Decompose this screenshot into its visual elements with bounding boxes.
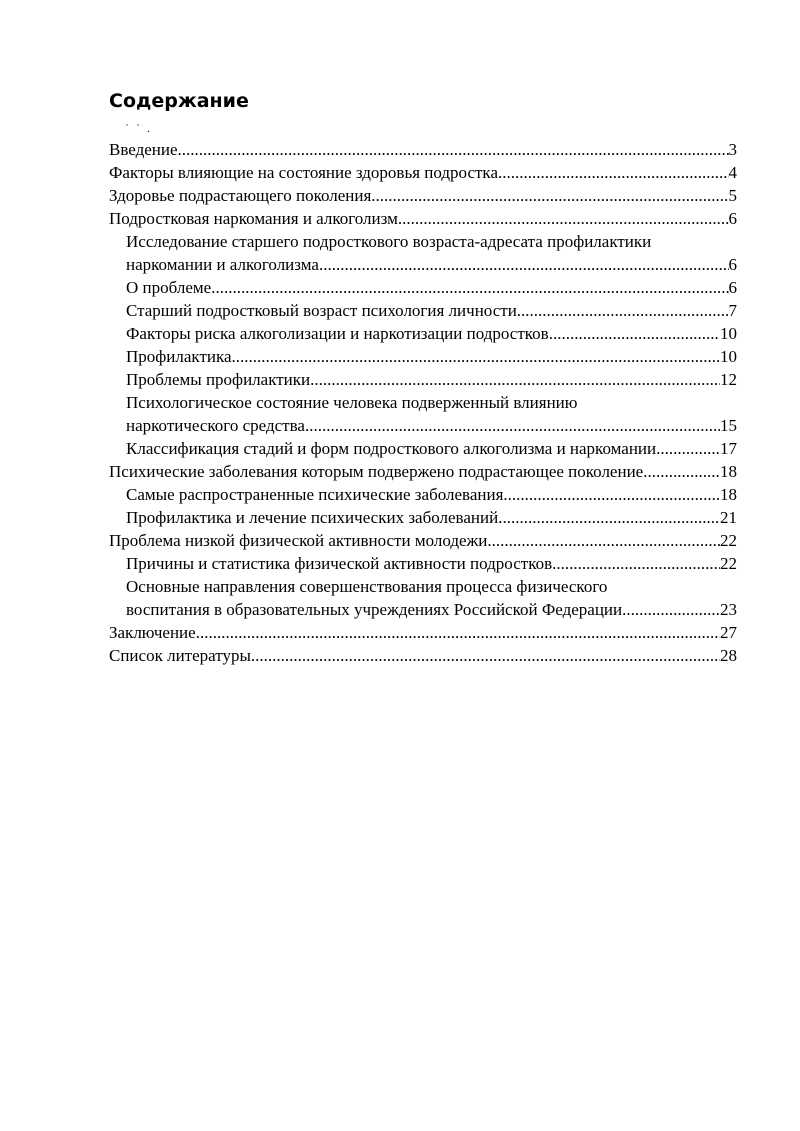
toc-entry-text: Проблемы профилактики [126,370,311,389]
toc-entry[interactable] [109,483,737,506]
toc-leader [498,161,729,184]
toc-leader [656,437,720,460]
toc-entry[interactable] [109,184,737,207]
toc-leader [517,299,729,322]
toc-entry[interactable] [109,299,737,322]
toc-entry[interactable] [109,161,737,184]
toc-entry[interactable] [109,368,737,391]
toc-entry-text: Проблема низкой физической активности молодежи [109,531,488,550]
toc-entry-text: Психические заболевания которым подвержено подрастающее поколение [109,462,644,481]
toc-entry[interactable] [109,345,737,368]
toc-page-number: 12 [720,370,737,389]
toc-entry[interactable] [109,437,737,460]
toc-entry-text: Профилактика [126,347,232,366]
toc-entry-text: Подростковая наркомания и алкоголизм [109,209,398,228]
toc-leader [211,276,728,299]
toc-page-number: 21 [720,508,737,527]
toc-page-number: 27 [720,623,737,642]
toc-leader [371,184,728,207]
toc-leader [498,506,720,529]
toc-entry-text: воспитания в образовательных учреждениях Российской Федерации [126,600,623,619]
toc-leader [319,253,729,276]
toc-entry[interactable] [109,322,737,345]
toc-leader [503,483,720,506]
toc-entry-text: наркотического средства [126,416,305,435]
toc-page-number: 6 [728,278,737,297]
toc-page-number: 23 [720,600,737,619]
toc-leader [310,368,720,391]
toc-leader [398,207,729,230]
toc-leader [251,644,720,667]
toc-entry-text: Причины и статистика физической активности подростков [126,554,553,573]
toc-leader [643,460,720,483]
toc-entry[interactable] [109,391,737,437]
toc-leader [305,414,720,437]
toc-leader [232,345,720,368]
toc-entry[interactable] [109,460,737,483]
toc-leader [178,138,729,161]
toc-entry[interactable] [109,138,737,161]
toc-entry[interactable] [109,207,737,230]
toc-page-number: 28 [720,646,737,665]
toc-leader [549,322,720,345]
toc-entry-text: Старший подростковый возраст психология личности [126,301,517,320]
toc-page-number: 15 [720,416,737,435]
toc-page-number: 3 [728,140,737,159]
toc-entry-text: О проблеме [126,278,212,297]
toc-list [109,138,737,667]
toc-page-number: 22 [720,531,737,550]
toc-page-number: 6 [728,255,737,274]
toc-entry[interactable] [109,621,737,644]
toc-entry-text: Заключение [109,623,196,642]
toc-page-number: 6 [728,209,737,228]
toc-entry-text: Факторы влияющие на состояние здоровья подростка [109,163,498,182]
toc-entry[interactable] [109,529,737,552]
toc-entry[interactable] [109,575,737,621]
toc-page-number: 10 [720,324,737,343]
toc-entry-text-line1: Исследование старшего подросткового возраста-адресата профилактики [126,232,652,251]
toc-entry[interactable] [109,230,737,276]
toc-page-number: 18 [720,462,737,481]
toc-entry-text: Профилактика и лечение психических заболеваний [126,508,499,527]
toc-entry-text-line1: Психологическое состояние человека подверженный влиянию [126,393,578,412]
toc-entry-text: Факторы риска алкоголизации и наркотизации подростков [126,324,549,343]
toc-leader [552,552,720,575]
toc-entry[interactable] [109,506,737,529]
toc-entry-text-line1: Основные направления совершенствования процесса физического [126,577,608,596]
toc-page-number: 7 [728,301,737,320]
toc-entry-text: Список литературы [109,646,251,665]
toc-page-number: 4 [728,163,737,182]
toc-leader [487,529,720,552]
toc-page-number: 22 [720,554,737,573]
toc-marker: ˙ ˙ . [125,121,152,135]
toc-entry-text: Самые распространенные психические заболевания [126,485,504,504]
toc-page-number: 5 [728,186,737,205]
toc-entry[interactable] [109,276,737,299]
toc-entry-text: Классификация стадий и форм подросткового алкоголизма и наркомании [126,439,657,458]
toc-entry[interactable] [109,644,737,667]
toc-page-number: 10 [720,347,737,366]
toc-entry-text: наркомании и алкоголизма [126,255,319,274]
toc-page-number: 17 [720,439,737,458]
toc-title: Содержание [109,90,249,111]
toc-entry-text: Здоровье подрастающего поколения [109,186,372,205]
toc-page-number: 18 [720,485,737,504]
toc-leader [196,621,720,644]
toc-leader [622,598,720,621]
toc-entry[interactable] [109,552,737,575]
toc-entry-text: Введение [109,140,178,159]
